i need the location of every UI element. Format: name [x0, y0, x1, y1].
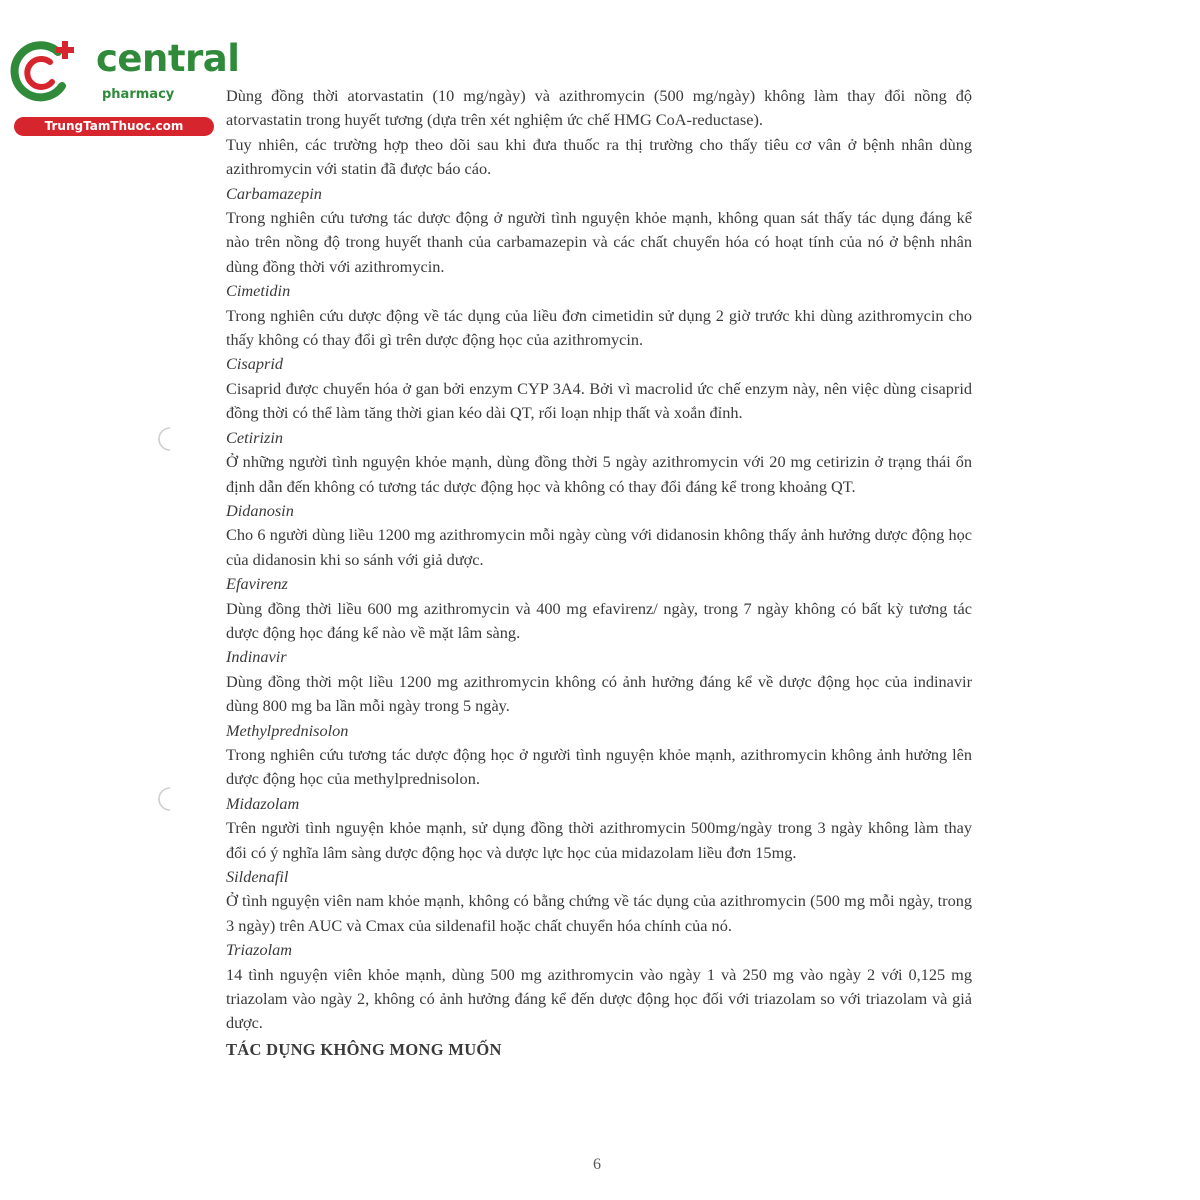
section-text: Dùng đồng thời một liều 1200 mg azithromycin không có ảnh hưởng đáng kể về dược động học của indinavir dùng 800 mg ba lần mỗi ngày trong 5 ngày. — [226, 671, 972, 716]
logo-name: central — [96, 37, 240, 80]
section-text: Dùng đồng thời liều 600 mg azithromycin và 400 mg efavirenz/ ngày, trong 7 ngày không có bất kỳ tương tác dược động học đáng kể nào về mặt lâm sàng. — [226, 598, 972, 642]
section-heading: Carbamazepin — [226, 183, 322, 203]
section-title: TÁC DỤNG KHÔNG MONG MUỐN — [226, 1039, 502, 1059]
section-text: Trong nghiên cứu tương tác dược động học ở người tình nguyện khỏe mạnh, azithromycin không ảnh hưởng lên dược động học của methylprednisolon. — [226, 744, 972, 789]
section-text: Ở tình nguyện viên nam khỏe mạnh, không có bằng chứng về tác dụng của azithromycin (500 mg mỗi ngày, trong 3 ngày) trên AUC và Cmax của sildenafil hoặc chất chuyển hóa chính của nó. — [226, 891, 972, 935]
punch-hole-icon — [154, 426, 180, 452]
section-text: Cisaprid được chuyển hóa ở gan bởi enzym CYP 3A4. Bởi vì macrolid ức chế enzym này, nên việc dùng cisaprid đồng thời có thể làm tăng thời gian kéo dài QT, rối loạn nhịp thất và xoắn đỉnh. — [226, 378, 972, 423]
logo-subtitle: pharmacy — [102, 87, 175, 102]
section-heading: Methylprednisolon — [226, 720, 349, 740]
section-text: Trong nghiên cứu tương tác dược động ở người tình nguyện khỏe mạnh, không quan sát thấy tác dụng đáng kể nào trên nồng độ trong huyết thanh của carbamazepin và các chất chuyển hóa có hoạt tính của nó ở bệnh nhân dùng đồng thời với azithromycin. — [226, 208, 972, 276]
page-number: 6 — [593, 1156, 601, 1173]
section-heading: Cetirizin — [226, 427, 283, 447]
paragraph: Dùng đồng thời atorvastatin (10 mg/ngày) và azithromycin (500 mg/ngày) không làm thay đổi nồng độ atorvastatin trong huyết tương (dựa trên xét nghiệm ức chế HMG CoA-reductase). — [226, 86, 972, 130]
document-body — [226, 84, 972, 1062]
section-text: 14 tình nguyện viên khỏe mạnh, dùng 500 mg azithromycin vào ngày 1 và 250 mg vào ngày 2 với 0,125 mg triazolam vào ngày 2, không có ảnh hưởng đáng kể đến dược động học đối với triazolam so với triazolam và giả dược. — [226, 964, 972, 1033]
section-heading: Cimetidin — [226, 281, 291, 301]
section-heading: Midazolam — [226, 793, 300, 813]
section-text: Ở những người tình nguyện khỏe mạnh, dùng đồng thời 5 ngày azithromycin với 20 mg cetirizin ở trạng thái ổn định dẫn đến không có tương tác dược động học và không có thay đổi đáng kể trong khoảng QT. — [226, 452, 972, 496]
central-logo-icon — [10, 38, 82, 104]
section-heading: Sildenafil — [226, 867, 289, 886]
paragraph: Tuy nhiên, các trường hợp theo dõi sau khi đưa thuốc ra thị trường cho thấy tiêu cơ vân ở bệnh nhân dùng azithromycin với statin đã được báo cáo. — [226, 134, 972, 179]
punch-hole-icon — [154, 786, 180, 812]
section-text: Cho 6 người dùng liều 1200 mg azithromycin mỗi ngày cùng với didanosin không thấy ảnh hưởng dược động học của didanosin khi so sánh với giả dược. — [226, 525, 972, 569]
section-text: Trên người tình nguyện khỏe mạnh, sử dụng đồng thời azithromycin 500mg/ngày trong 3 ngày không làm thay đổi có ý nghĩa lâm sàng dược động học và dược lực học của midazolam liều đơn 15mg. — [226, 818, 972, 862]
section-text: Trong nghiên cứu dược động về tác dụng của liều đơn cimetidin sử dụng 2 giờ trước khi dùng azithromycin cho thấy không có thay đổi gì trên dược động học của azithromycin. — [226, 305, 972, 350]
section-heading: Indinavir — [226, 647, 287, 667]
section-heading: Triazolam — [226, 940, 293, 960]
section-heading: Didanosin — [226, 500, 294, 520]
section-heading: Efavirenz — [226, 574, 288, 594]
section-heading: Cisaprid — [226, 354, 284, 374]
logo-url-banner: TrungTamThuoc.com — [14, 117, 214, 136]
central-pharmacy-logo — [10, 37, 240, 138]
